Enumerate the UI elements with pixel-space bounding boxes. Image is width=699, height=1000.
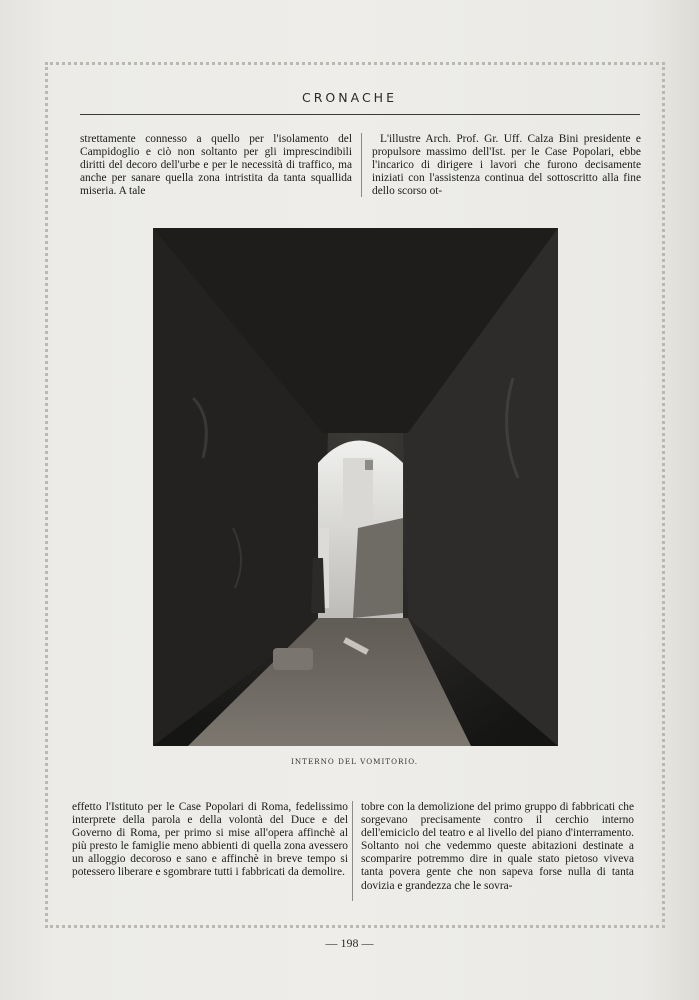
top-left-column: strettamente connesso a quello per l'isolamento del Campidoglio e ciò non soltanto per gli imprescindibili diritti del decoro dell'urbe e per le necessità di traffico, ma anche per sanare quella zona intristita da tanta squallida miseria. A tale <box>80 133 352 198</box>
bottom-left-column: effetto l'Istituto per le Case Popolari di Roma, fedelissimo interprete della parola e della volontà del Duce e del Governo di Roma, per primo si mise all'opera affinchè al più presto le famiglie meno abbienti di quella zona avessero un alloggio decoroso e sano e affinchè in breve tempo si potessero liberare e sgombrare tutti i fabbricati da demolire. <box>72 801 348 879</box>
bottom-right-column: tobre con la demolizione del primo gruppo di fabbricati che sorgevano precisamente contro il cerchio interno dell'emiciclo del teatro e al livello del piano d'interramento. Soltanto noi che vedemmo queste abitazioni destinate a scomparire potremmo dire in quale stato pietoso viveva tanta povera gente che non sapeva forse nulla di tanta dovizia e grandezza che le sovra- <box>361 801 634 892</box>
tunnel-photograph <box>153 228 558 746</box>
header-rule <box>80 114 640 115</box>
top-right-column: L'illustre Arch. Prof. Gr. Uff. Calza Bini presidente e propulsore massimo dell'Ist. per le Case Popolari, ebbe l'incarico di dirigere i lavori che furono decisamente iniziati con l'assistenza continua del sottoscritto alla fine dello scorso ot- <box>372 133 641 198</box>
column-divider-top <box>361 133 362 197</box>
column-divider-bottom <box>352 801 353 901</box>
running-head: CRONACHE <box>302 90 397 105</box>
photo-caption: INTERNO DEL VOMITORIO. <box>291 757 418 766</box>
page-number: — 198 — <box>325 936 374 950</box>
